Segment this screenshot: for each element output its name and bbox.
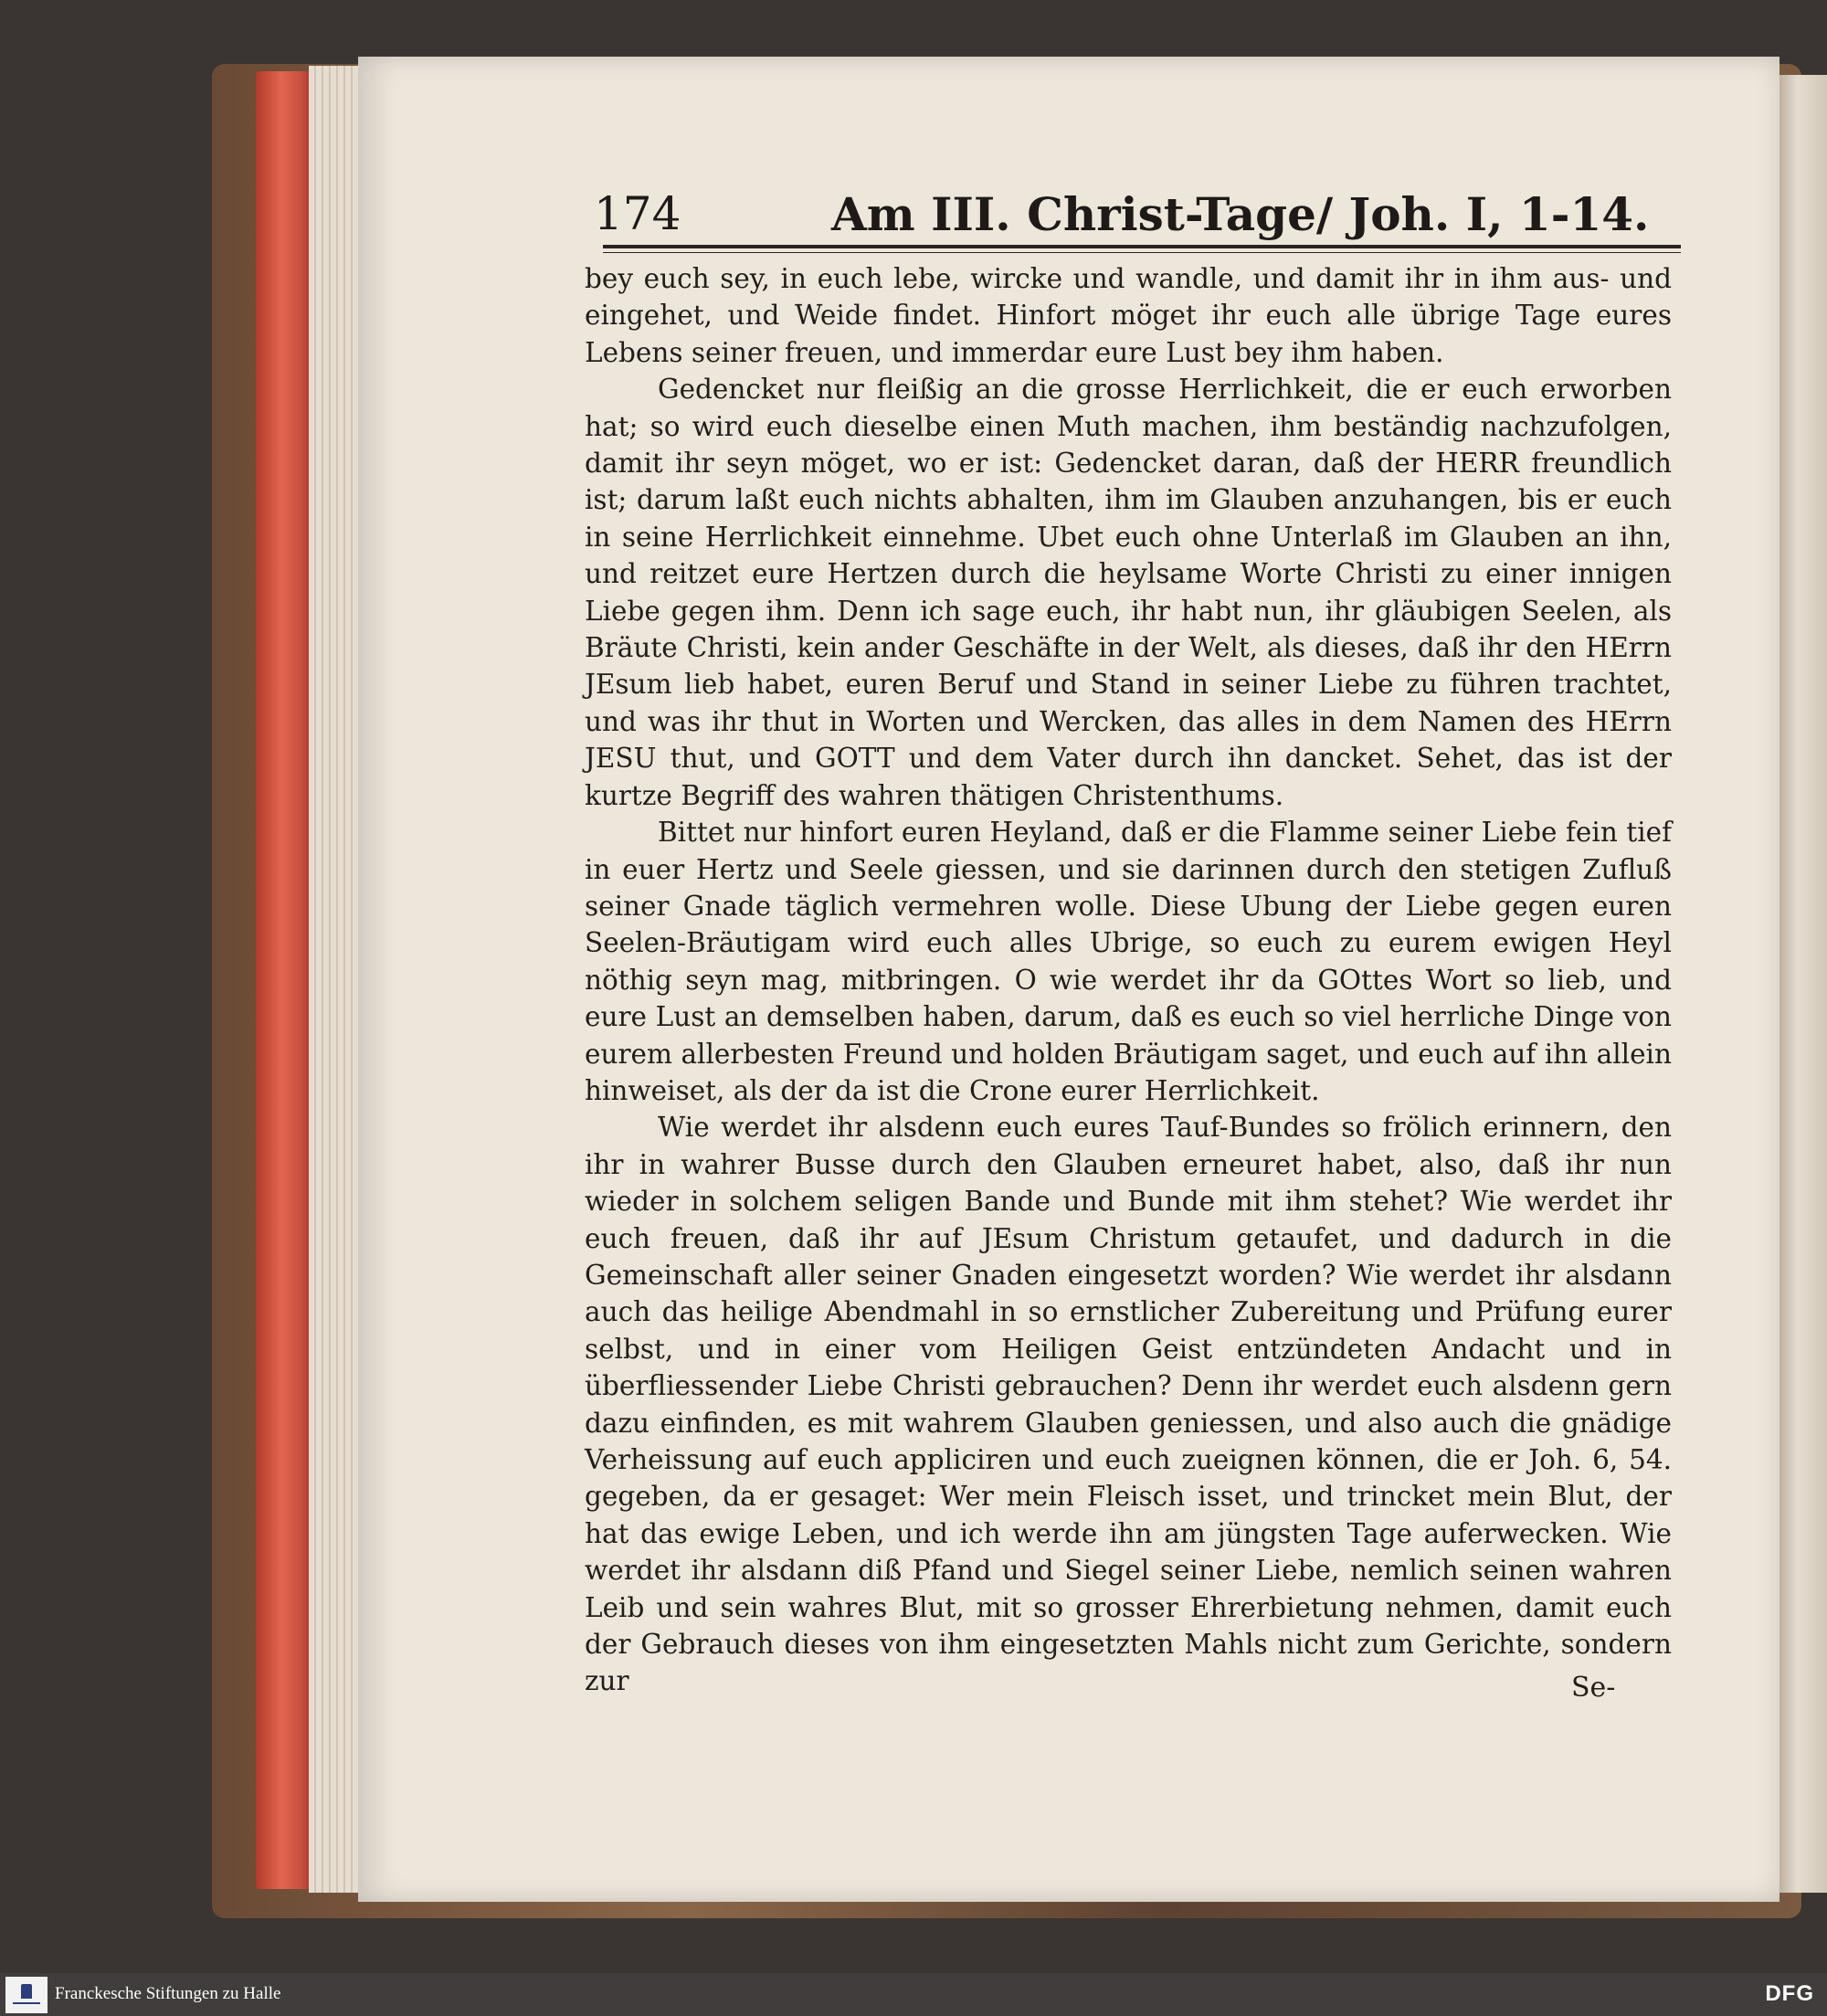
page-leaves: [309, 66, 364, 1893]
viewer-footer-bar: [0, 1973, 1827, 2016]
paragraph-continued: bey euch sey, in euch lebe, wircke und wandle, und damit ihr in ihm aus- und eingehet, und Weide findet. Hinfort möget ihr euch alle übrige Tage eures Lebens seiner freuen, und immerdar eure Lust bey ihm haben.: [585, 263, 1672, 368]
logo-mark: [21, 1984, 32, 1999]
paragraph: Wie werdet ihr alsdenn euch eures Tauf-Bundes so frölich erinnern, den ihr in wahrer Busse durch den Glauben erneuret habet, also, daß ihr nun wieder in solchem seligen Bande und Bunde mit ihm stehet? Wie werdet ihr euch freuen, daß ihr auf JEsum Christum getaufet, und dadurch in die Gemeinschaft aller seiner Gnaden eingesetzt worden? Wie werdet ihr alsdann auch das heilige Abendmahl in so ernstlicher Zubereitung und Prüfung eurer selbst, und in einer vom Heiligen Geist entzündeten Andacht und in überfliessender Liebe Christi gebrauchen? Denn ihr werdet euch alsdenn gern dazu einfinden, es mit wahrem Glauben geniessen, und also auch die gnädige Verheissung auf euch appliciren und euch zueignen können, die er Joh. 6, 54. gegeben, da er gesaget: Wer mein Fleisch isset, und trincket mein Blut, der hat das ewige Leben, und ich werde ihn am jüngsten Tage auferwecken. Wie werdet ihr alsdann diß Pfand und Siegel seiner Liebe, nemlich seinen wahren Leib und sein wahres Blut, mit so grosser Ehrerbietung nehmen, damit euch der Gebrauch dieses von ihm eingesetzten Mahls nicht zum Gerichte, sondern zur: [585, 1112, 1672, 1697]
header-rule: [603, 245, 1681, 248]
paragraph: Bittet nur hinfort euren Heyland, daß er die Flamme seiner Liebe fein tief in euer Hertz und Seele giessen, und sie darinnen durch den stetigen Zufluß seiner Gnade täglich vermehren wolle. Diese Ubung der Liebe gegen euren Seelen-Bräutigam wird euch alles Ubrige, so euch zu eurem ewigen Heyl nöthig seyn mag, mitbringen. O wie werdet ihr da GOttes Wort so lieb, und eure Lust an demselben haben, darum, daß es euch so viel herrliche Dinge von eurem allerbesten Freund und holden Bräutigam saget, und euch auf ihn allein hinweiset, als der da ist die Crone eurer Herrlichkeit.: [585, 817, 1672, 1106]
logo-line: [13, 2002, 40, 2004]
francke-foundation-logo-icon[interactable]: [5, 1977, 48, 2013]
body-text: [585, 260, 1672, 1700]
running-title: Am III. Christ-Tage/ Joh. I, 1-14.: [831, 187, 1650, 241]
header-rule-thin: [603, 252, 1681, 253]
page-header: [594, 187, 1690, 251]
page-number: 174: [594, 187, 681, 240]
institution-name[interactable]: Franckesche Stiftungen zu Halle: [55, 1984, 281, 2003]
dfg-logo[interactable]: DFG: [1765, 1981, 1814, 2006]
catchword: Se-: [1571, 1672, 1616, 1704]
paragraph: Gedencket nur fleißig an die grosse Herrlichkeit, die er euch erworben hat; so wird euch dieselbe einen Muth machen, ihm beständig nachzufolgen, damit ihr seyn möget, wo er ist: Gedencket daran, daß der HERR freundlich ist; darum laßt euch nichts abhalten, ihm im Glauben anzuhangen, bis er euch in seine Herrlichkeit einnehme. Ubet euch ohne Unterlaß im Glauben an ihn, und reitzet eure Hertzen durch die heylsame Worte Christi zu einer innigen Liebe gegen ihm. Denn ich sage euch, ihr habt nun, ihr gläubigen Seelen, als Bräute Christi, kein ander Geschäfte in der Welt, als dieses, daß ihr den HErrn JEsum lieb habet, euren Beruf und Stand in seiner Liebe zu führen trachtet, und was ihr thut in Worten und Wercken, das alles in dem Namen des HErrn JESU thut, und GOTT und dem Vater durch ihn dancket. Sehet, das ist der kurtze Begriff des wahren thätigen Christenthums.: [585, 374, 1672, 811]
facing-page-edge: [1778, 75, 1827, 1893]
red-page-edge: [256, 71, 312, 1889]
